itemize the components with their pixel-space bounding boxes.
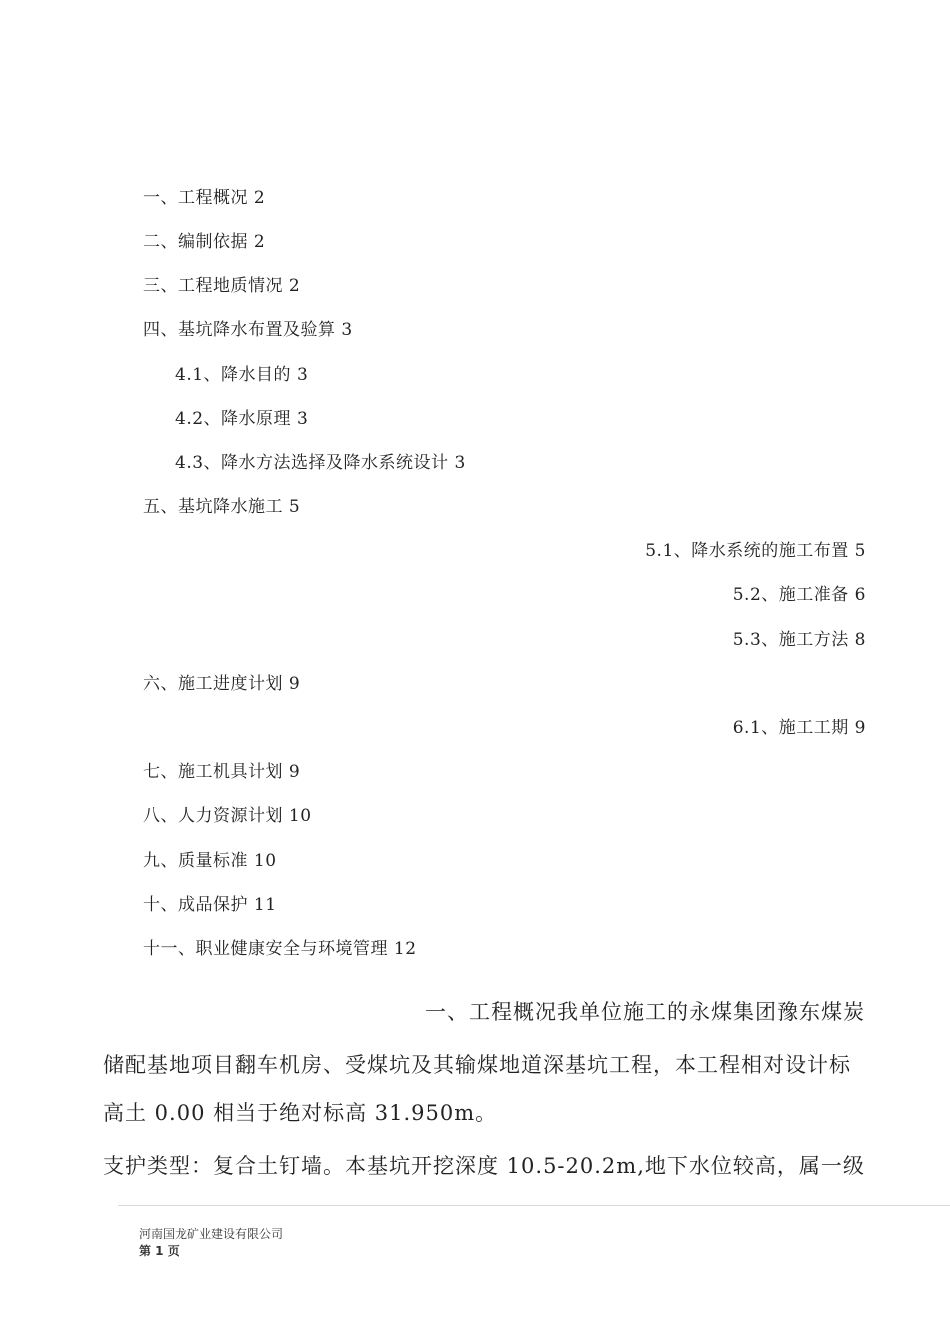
toc-item[interactable]: 九、质量标准 10 [143,851,277,871]
toc-item[interactable]: 八、人力资源计划 10 [143,806,312,826]
footer-divider [118,1205,950,1206]
footer-company-name: 河南国龙矿业建设有限公司 [139,1227,284,1241]
toc-item[interactable]: 二、编制依据 2 [143,232,266,252]
toc-subitem[interactable]: 5.3、施工方法 8 [732,630,866,650]
body-paragraph-line: 支护类型：复合土钉墙。本基坑开挖深度 10.5-20.2m,地下水位较高，属一级 [103,1154,865,1178]
toc-item[interactable]: 三、工程地质情况 2 [143,276,301,296]
footer-page-number: 第 1 页 [139,1244,180,1258]
toc-item[interactable]: 一、工程概况 2 [143,188,266,208]
toc-subitem[interactable]: 4.3、降水方法选择及降水系统设计 3 [175,453,466,473]
toc-subitem[interactable]: 5.2、施工准备 6 [732,585,866,605]
toc-item[interactable]: 六、施工进度计划 9 [143,674,301,694]
toc-subitem[interactable]: 5.1、降水系统的施工布置 5 [645,541,866,561]
toc-subitem[interactable]: 4.2、降水原理 3 [175,409,309,429]
body-paragraph-line: 高土 0.00 相当于绝对标高 31.950m。 [103,1101,498,1125]
toc-item[interactable]: 五、基坑降水施工 5 [143,497,301,517]
body-paragraph-line: 一、工程概况我单位施工的永煤集团豫东煤炭 [425,1000,865,1024]
toc-item[interactable]: 十、成品保护 11 [143,895,277,915]
toc-subitem[interactable]: 4.1、降水目的 3 [175,365,309,385]
toc-item[interactable]: 七、施工机具计划 9 [143,762,301,782]
toc-item[interactable]: 十一、职业健康安全与环境管理 12 [143,939,417,959]
toc-item[interactable]: 四、基坑降水布置及验算 3 [143,320,353,340]
toc-subitem[interactable]: 6.1、施工工期 9 [732,718,866,738]
body-paragraph-line: 储配基地项目翻车机房、受煤坑及其输煤地道深基坑工程，本工程相对设计标 [103,1053,851,1077]
